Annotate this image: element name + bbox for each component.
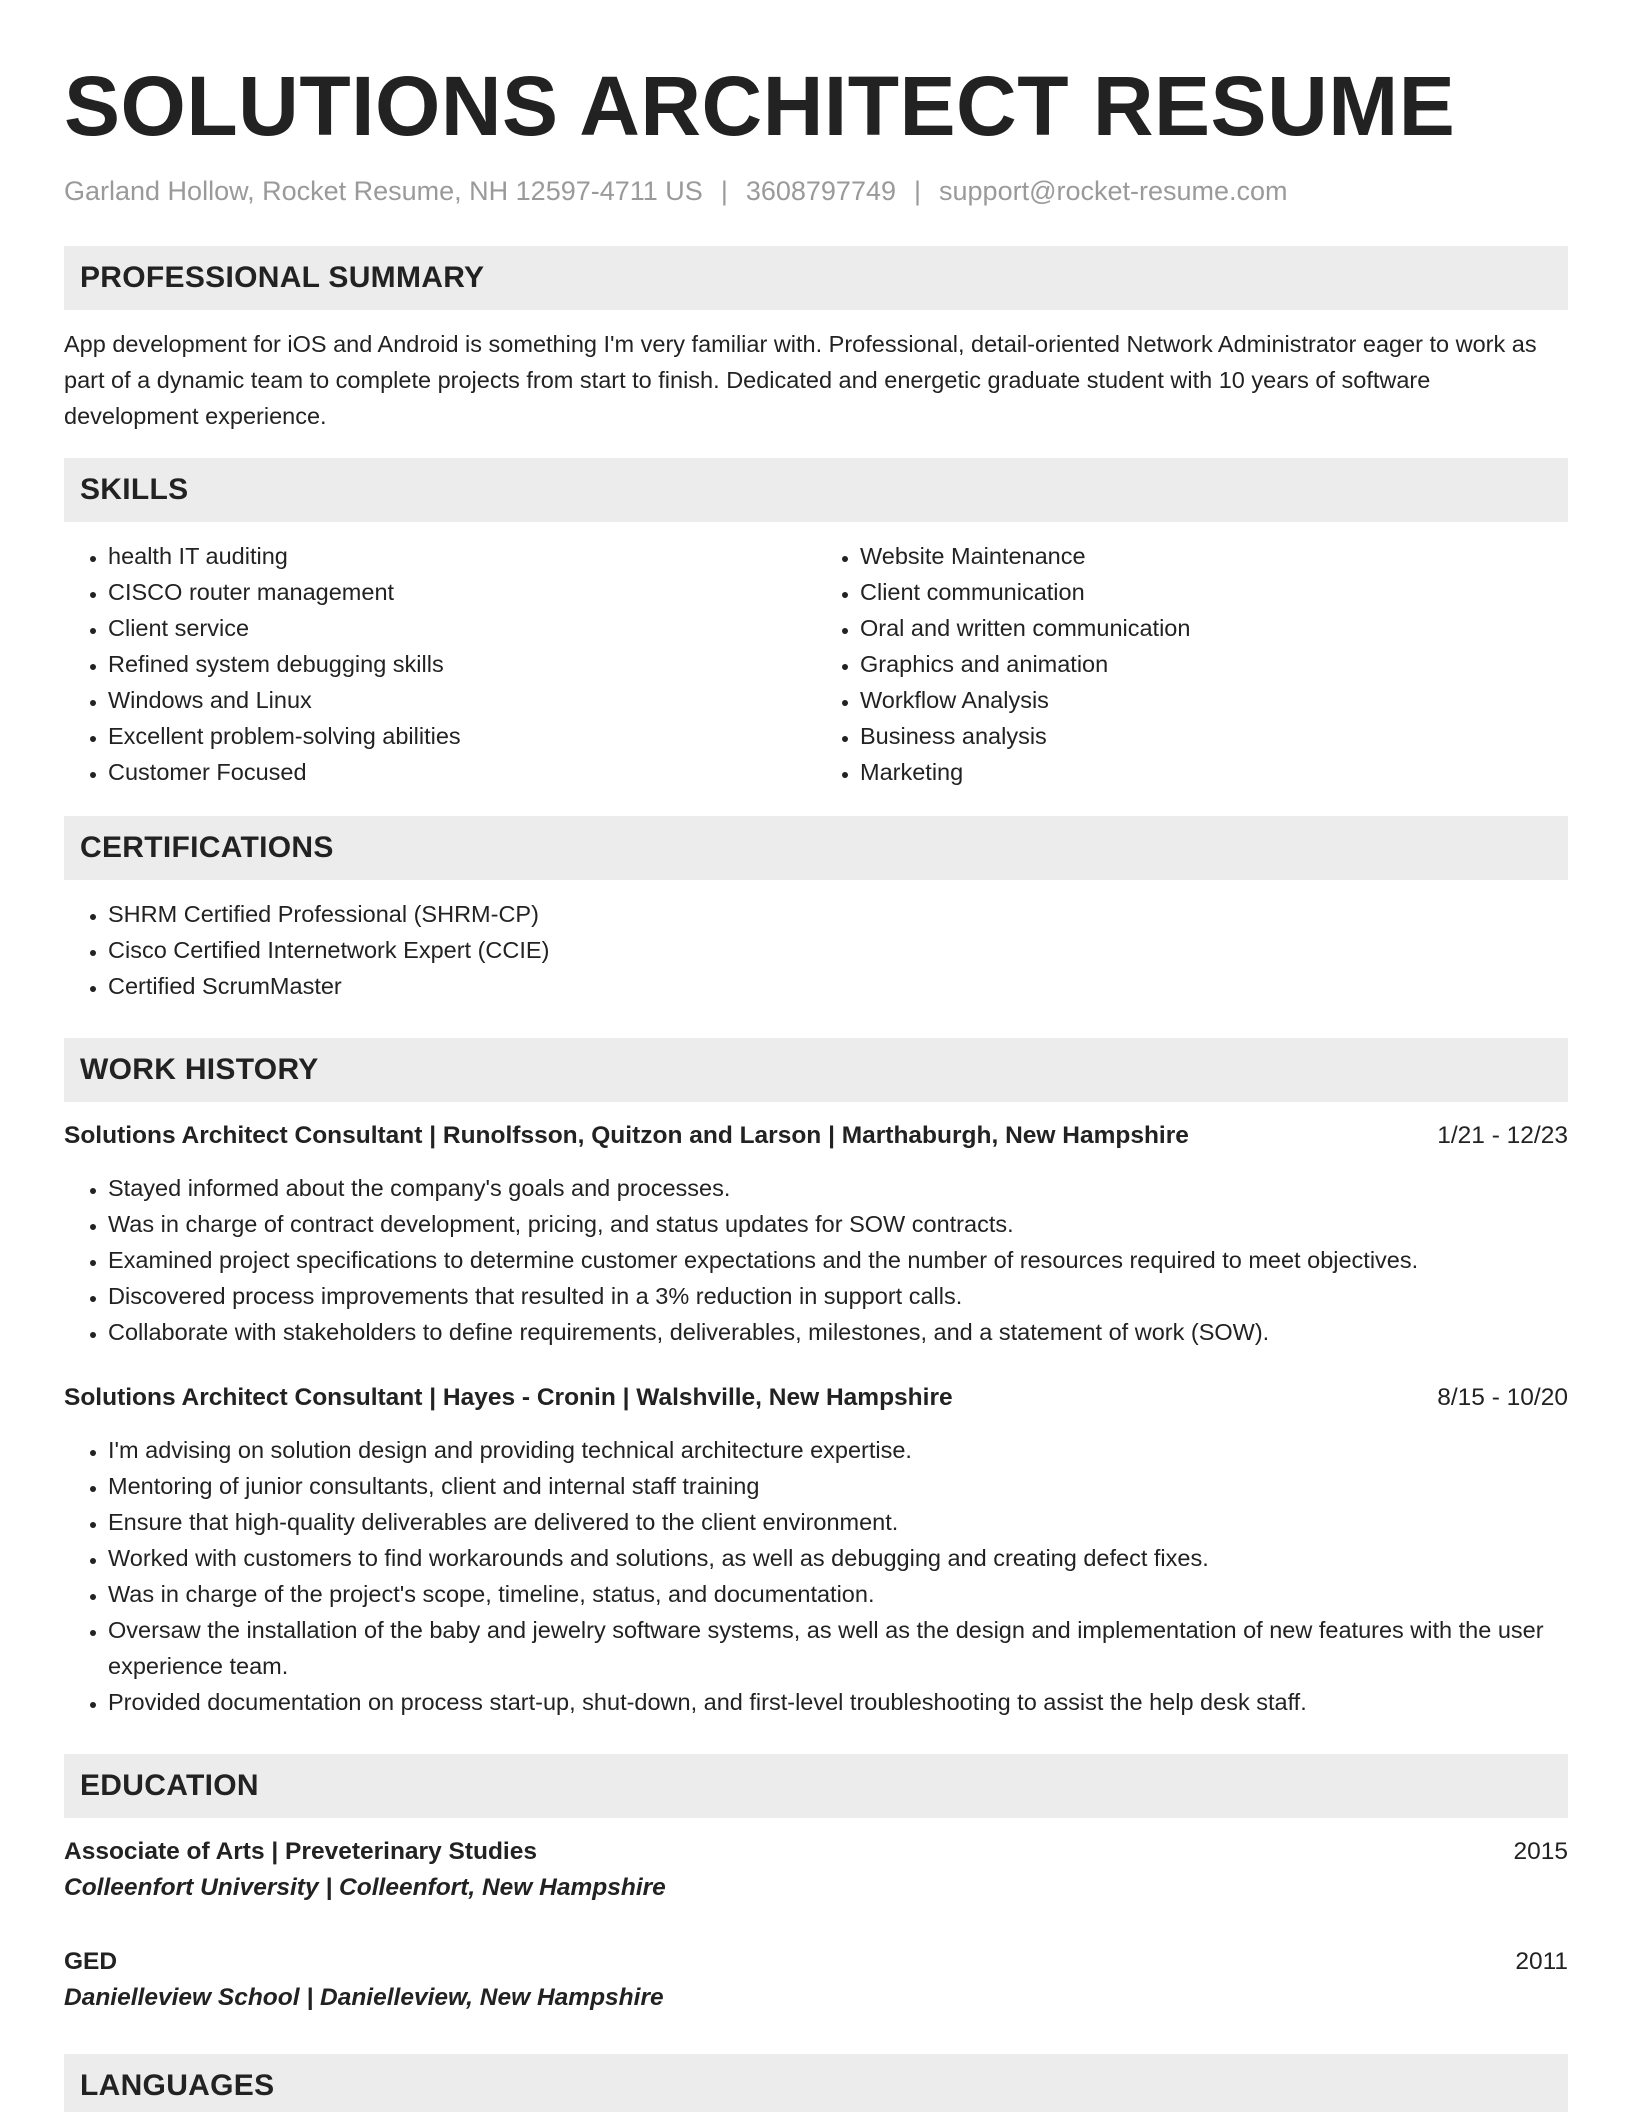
education-section-header <box>64 1754 1568 1818</box>
education-school: Colleenfort University | Colleenfort, New Hampshire <box>64 1874 666 1901</box>
skill-item: • Oral and written communication <box>860 610 1568 646</box>
job-duty: • Worked with customers to find workarounds and solutions, as well as debugging and creating defect fixes. <box>108 1540 1568 1576</box>
skill-item: • health IT auditing <box>108 538 816 574</box>
education-heading: EDUCATION <box>80 1769 259 1802</box>
certifications-list <box>64 896 1568 1004</box>
summary-text: App development for iOS and Android is something I'm very familiar with. Professional, detail-oriented Network Administrator eager to work as part of a dynamic team to complete projects from start to finish. Dedicated and energetic graduate student with 10 years of software development experience. <box>64 331 1537 429</box>
education-year: 2015 <box>1513 1838 1568 1865</box>
education-degree: Associate of Arts | Preveterinary Studies <box>64 1838 537 1865</box>
job-title: Solutions Architect Consultant | Hayes - Cronin | Walshville, New Hampshire <box>64 1384 953 1411</box>
job-duty: • Provided documentation on process start-up, shut-down, and first-level troubleshooting to assist the help desk staff. <box>108 1684 1568 1720</box>
job-duty: • I'm advising on solution design and providing technical architecture expertise. <box>108 1432 1568 1468</box>
skill-item: • Website Maintenance <box>860 538 1568 574</box>
education-header <box>64 1944 1568 1980</box>
job-header <box>64 1118 1568 1154</box>
certification-item: • Cisco Certified Internetwork Expert (CCIE) <box>108 932 1568 968</box>
languages-section-header <box>64 2054 1568 2112</box>
job-duties <box>64 1170 1568 1350</box>
skill-item: • Customer Focused <box>108 754 816 790</box>
summary-heading: PROFESSIONAL SUMMARY <box>80 261 485 294</box>
education-degree: GED <box>64 1948 118 1975</box>
languages-heading: LANGUAGES <box>80 2069 275 2102</box>
skills-section-header <box>64 458 1568 522</box>
skill-item: • Client communication <box>860 574 1568 610</box>
job-duty: • Stayed informed about the company's goals and processes. <box>108 1170 1568 1206</box>
skill-item: • Workflow Analysis <box>860 682 1568 718</box>
job-title: Solutions Architect Consultant | Runolfsson, Quitzon and Larson | Marthaburgh, New Hampshire <box>64 1122 1189 1149</box>
job-duty: • Discovered process improvements that resulted in a 3% reduction in support calls. <box>108 1278 1568 1314</box>
contact-separator: | <box>914 176 922 206</box>
education-entry <box>64 1944 1568 2016</box>
skills-heading: SKILLS <box>80 473 189 506</box>
job-entry <box>64 1380 1568 1720</box>
skills-list-right <box>816 538 1568 790</box>
contact-address: Garland Hollow, Rocket Resume, NH 12597-4711 US <box>64 176 703 206</box>
certification-item: • SHRM Certified Professional (SHRM-CP) <box>108 896 1568 932</box>
job-header <box>64 1380 1568 1416</box>
skill-item: • Business analysis <box>860 718 1568 754</box>
contact-phone: 3608797749 <box>745 176 896 206</box>
work-history-section-header <box>64 1038 1568 1102</box>
summary-section-header <box>64 246 1568 310</box>
contact-email: support@rocket-resume.com <box>939 176 1288 206</box>
job-dates: 1/21 - 12/23 <box>1437 1122 1568 1149</box>
job-entry <box>64 1118 1568 1350</box>
skill-item: • Excellent problem-solving abilities <box>108 718 816 754</box>
contact-line <box>64 174 1568 208</box>
skill-item: • CISCO router management <box>108 574 816 610</box>
job-duty: • Mentoring of junior consultants, client and internal staff training <box>108 1468 1568 1504</box>
resume-title: SOLUTIONS ARCHITECT RESUME <box>64 59 1456 153</box>
resume-content <box>64 58 1568 2112</box>
education-header <box>64 1834 1568 1870</box>
skill-item: • Refined system debugging skills <box>108 646 816 682</box>
job-duty: • Was in charge of contract development, pricing, and status updates for SOW contracts. <box>108 1206 1568 1242</box>
education-entry <box>64 1834 1568 1906</box>
skill-item: • Marketing <box>860 754 1568 790</box>
skill-item: • Windows and Linux <box>108 682 816 718</box>
job-dates: 8/15 - 10/20 <box>1437 1384 1568 1411</box>
skills-list-left <box>64 538 816 790</box>
skill-item: • Graphics and animation <box>860 646 1568 682</box>
job-duty: • Collaborate with stakeholders to define requirements, deliverables, milestones, and a statement of work (SOW). <box>108 1314 1568 1350</box>
education-school: Danielleview School | Danielleview, New Hampshire <box>64 1984 664 2011</box>
job-duty: • Oversaw the installation of the baby and jewelry software systems, as well as the design and implementation of new features with the user experience team. <box>108 1612 1568 1684</box>
job-duty: • Examined project specifications to determine customer expectations and the number of resources required to meet objectives. <box>108 1242 1568 1278</box>
skill-item: • Client service <box>108 610 816 646</box>
certification-item: • Certified ScrumMaster <box>108 968 1568 1004</box>
job-duties <box>64 1432 1568 1720</box>
work-history-heading: WORK HISTORY <box>80 1053 319 1086</box>
education-year: 2011 <box>1515 1948 1568 1975</box>
contact-separator: | <box>720 176 728 206</box>
certifications-heading: CERTIFICATIONS <box>80 831 334 864</box>
job-duty: • Ensure that high-quality deliverables are delivered to the client environment. <box>108 1504 1568 1540</box>
skills-grid <box>64 538 1568 790</box>
certifications-section-header <box>64 816 1568 880</box>
job-duty: • Was in charge of the project's scope, timeline, status, and documentation. <box>108 1576 1568 1612</box>
